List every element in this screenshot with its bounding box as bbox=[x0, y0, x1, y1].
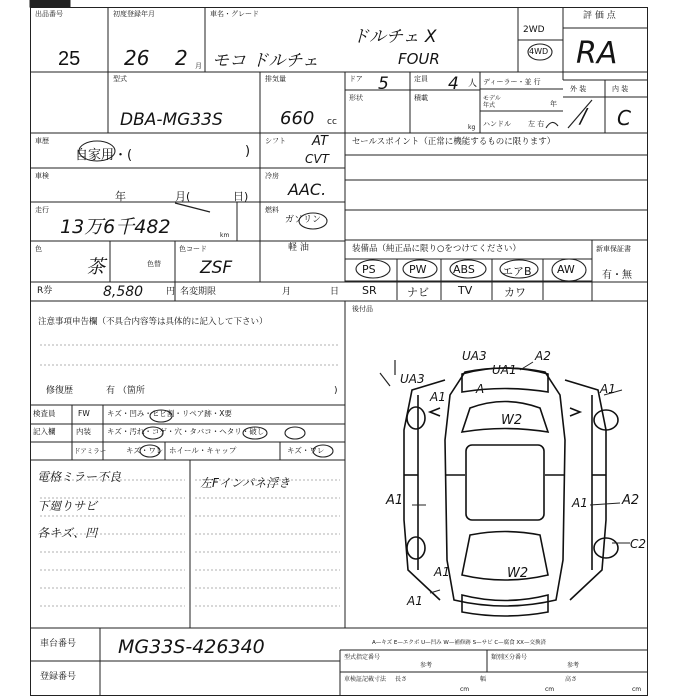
int-label: 内 装 bbox=[612, 85, 629, 93]
length-unit: cm bbox=[460, 686, 470, 693]
grade-line2: FOUR bbox=[398, 50, 440, 68]
car-name-label: 車名・グレード bbox=[210, 10, 259, 18]
length-label: 長さ bbox=[395, 676, 408, 683]
equipment-label: 装備品（純正品に限り○をつけてください） bbox=[352, 244, 521, 254]
inspector-row3: キズ・ワレ bbox=[126, 446, 164, 455]
inspector-label-2: 記入欄 bbox=[33, 427, 56, 436]
warranty-label: 新車保証書 bbox=[596, 245, 631, 253]
model-name: モコ ドルチェ bbox=[212, 51, 319, 71]
rear-item-label: 後付品 bbox=[352, 305, 373, 313]
equip-tv: TV bbox=[458, 284, 473, 297]
inspector-row1-head: FW bbox=[78, 409, 90, 418]
drive-2wd: 2WD bbox=[523, 25, 545, 35]
sales-point-label: セールスポイント（正常に機能するものに限ります） bbox=[352, 137, 556, 147]
history-close: ) bbox=[245, 144, 251, 159]
repair-label: 修復歴 bbox=[46, 386, 74, 396]
inspector-row2: キズ・汚れ・コゲ・穴・タバコ・ヘタリ・破し bbox=[107, 427, 265, 436]
mileage-unit: km bbox=[220, 232, 230, 239]
title-change-month: 月 bbox=[282, 287, 292, 297]
inspection-month-unit: 月( bbox=[175, 190, 191, 203]
equip-aw: AW bbox=[557, 263, 575, 276]
notes-heading: 注意事項申告欄（不具合内容等は具体的に記入して下さい） bbox=[38, 317, 268, 327]
equip-abs: ABS bbox=[453, 263, 475, 276]
recycle-yen: 円 bbox=[166, 287, 176, 297]
recycle-value: 8,580 bbox=[103, 284, 144, 300]
warranty-value: 有・無 bbox=[602, 270, 632, 281]
year-unit: 年 bbox=[550, 100, 557, 108]
inspector-row3c: キズ・ワレ bbox=[287, 446, 325, 455]
mark-a1-right-mid: A1 bbox=[572, 496, 588, 510]
mark-a2-top: A2 bbox=[535, 349, 551, 363]
repair-close: ) bbox=[334, 386, 338, 396]
mark-a1-left-front: A1 bbox=[430, 390, 446, 404]
inspector-row3b: ホイール・キャップ bbox=[169, 446, 237, 455]
damage-legend: A—キズ E—エクボ U—凹み W—補修跡 S—サビ C—腐食 XX—交換済 bbox=[372, 640, 546, 646]
ac-label: 冷房 bbox=[265, 172, 279, 180]
month-unit: 月 bbox=[195, 62, 202, 70]
inspector-row2-head: 内装 bbox=[76, 427, 91, 436]
note-line-1: 電格ミラー不良 bbox=[37, 470, 122, 484]
repair-value: 有 （箇所 bbox=[106, 386, 145, 396]
type-label: 型式 bbox=[113, 75, 127, 83]
equip-leather: カワ bbox=[504, 286, 526, 299]
history-label: 車歴 bbox=[35, 137, 49, 145]
inspector-row1: キズ・凹み・ヒビ割・リペア跡・X要 bbox=[107, 409, 232, 418]
ac-value: AAC. bbox=[288, 180, 327, 199]
width-label: 幅 bbox=[480, 676, 487, 683]
mark-w2-top: W2 bbox=[501, 413, 523, 428]
drive-4wd: 4WD bbox=[529, 47, 549, 56]
color-value: 茶 bbox=[86, 256, 106, 278]
mark-ua1: UA1 bbox=[492, 363, 517, 377]
width-unit: cm bbox=[545, 686, 555, 693]
equip-ps: PS bbox=[362, 263, 376, 276]
eval-score: RA bbox=[576, 36, 618, 71]
inspector-label-1: 検査員 bbox=[33, 409, 56, 418]
equip-navi: ナビ bbox=[407, 286, 429, 299]
mileage-label: 走行 bbox=[35, 206, 49, 214]
model-year-label: モデル年式 bbox=[483, 95, 501, 109]
note-line-2: 下廻りサビ bbox=[37, 499, 98, 513]
mark-ua3-left: UA3 bbox=[400, 372, 425, 386]
kg-unit: kg bbox=[468, 124, 476, 131]
eval-label: 評 価 点 bbox=[583, 11, 616, 21]
mark-ua3-top: UA3 bbox=[462, 349, 487, 363]
color-label: 色 bbox=[35, 245, 42, 253]
reg-month: 2 bbox=[175, 46, 188, 70]
equip-airbag: エアB bbox=[502, 265, 532, 278]
fuel-diesel: 軽 油 bbox=[288, 243, 309, 253]
ext-value: / bbox=[580, 104, 587, 128]
equip-pw: PW bbox=[409, 263, 427, 276]
lot-no-label: 出品番号 bbox=[35, 10, 63, 18]
note-right: 左Fインパネ浮き bbox=[200, 476, 291, 490]
cap-unit: 人 bbox=[468, 79, 478, 89]
inspection-day-unit: 日) bbox=[233, 190, 249, 203]
history-value: 自家用・( bbox=[75, 148, 133, 163]
disp-label: 排気量 bbox=[265, 75, 286, 83]
shift-value-1: AT bbox=[312, 134, 328, 149]
mark-a1-rear: A1 bbox=[434, 565, 450, 579]
mark-a-front: A bbox=[476, 382, 485, 396]
mark-a1-top-right: A1 bbox=[600, 382, 616, 396]
type-cert-ref: 参考 bbox=[420, 662, 433, 669]
chassis-label: 車台番号 bbox=[40, 639, 77, 649]
title-change-day: 日 bbox=[330, 287, 340, 297]
reg-no-label: 登録番号 bbox=[40, 672, 77, 682]
title-change-label: 名変期限 bbox=[180, 287, 217, 297]
load-label: 積載 bbox=[414, 94, 428, 102]
recycle-label: R券 bbox=[37, 286, 53, 296]
inspection-year-unit: 年 bbox=[115, 190, 126, 203]
cap-value: 4 bbox=[448, 74, 459, 94]
grade-line1: ドルチェ X bbox=[352, 27, 437, 47]
mark-c2: C2 bbox=[630, 537, 647, 551]
inspector-row3-head: ドアミラー bbox=[74, 447, 107, 455]
mark-w2-rear: W2 bbox=[507, 566, 529, 581]
shift-value-2: CVT bbox=[305, 152, 329, 166]
ext-label: 外 装 bbox=[570, 85, 587, 93]
mileage-value: 13万6千482 bbox=[60, 216, 171, 238]
reg-year: 26 bbox=[124, 46, 150, 70]
height-label: 高さ bbox=[565, 676, 578, 683]
door-value: 5 bbox=[378, 74, 389, 94]
inspection-label: 車検 bbox=[35, 172, 49, 180]
disp-unit: cc bbox=[327, 117, 337, 127]
mark-a2-right: A2 bbox=[622, 493, 640, 508]
type-cert-label: 型式指定番号 bbox=[344, 654, 381, 661]
int-value: C bbox=[617, 106, 631, 130]
dealer-label: ディーラー・並 行 bbox=[483, 78, 541, 86]
height-unit: cm bbox=[632, 686, 642, 693]
lot-no-value: 25 bbox=[58, 48, 81, 70]
class-label: 類別区分番号 bbox=[491, 654, 528, 661]
fuel-label: 燃料 bbox=[265, 206, 279, 214]
shift-label: シフト bbox=[265, 137, 286, 145]
equip-sr: SR bbox=[362, 284, 377, 297]
door-label: ドア bbox=[349, 75, 363, 83]
shape-label: 形状 bbox=[349, 94, 363, 102]
mark-a1-rear-left: A1 bbox=[407, 594, 423, 608]
chassis-value: MG33S-426340 bbox=[118, 636, 265, 658]
note-line-3: 各キズ、凹 bbox=[37, 526, 98, 540]
color-code-value: ZSF bbox=[200, 258, 233, 278]
color-change-label: 色替 bbox=[147, 260, 161, 268]
handle-label: ハンドル bbox=[483, 120, 511, 128]
first-reg-label: 初度登録年月 bbox=[113, 10, 155, 18]
cap-label: 定員 bbox=[414, 75, 428, 83]
color-code-label: 色コード bbox=[179, 245, 207, 253]
vehicle-spec-label: 車検証記載寸法 bbox=[344, 676, 387, 683]
class-ref: 参考 bbox=[567, 662, 580, 669]
fuel-value: ガソリン bbox=[285, 215, 322, 225]
disp-value: 660 bbox=[280, 108, 315, 129]
type-value: DBA-MG33S bbox=[120, 110, 223, 130]
handle-value: 左 右 bbox=[528, 120, 545, 128]
mark-a1-left: A1 bbox=[386, 493, 404, 508]
